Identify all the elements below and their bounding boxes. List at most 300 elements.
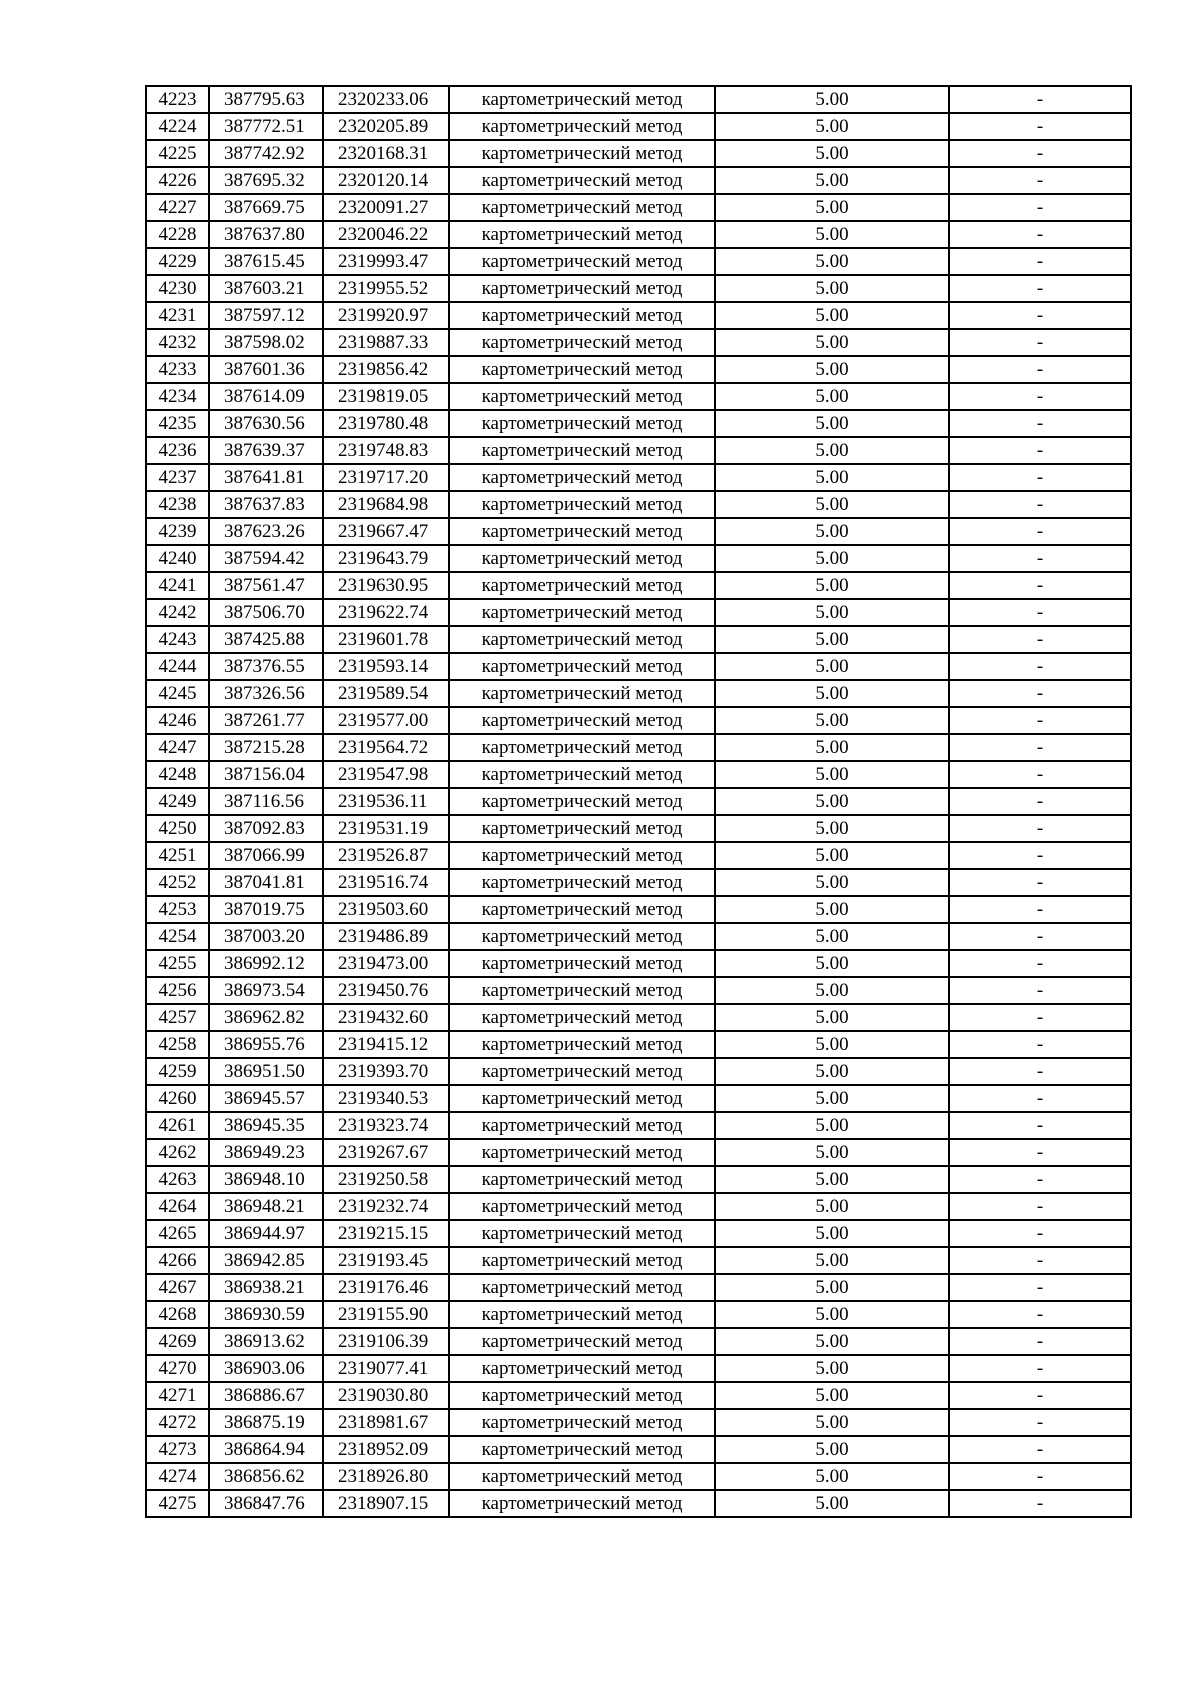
x-coordinate-cell: 386948.10	[209, 1166, 323, 1193]
method-cell: картометрический метод	[449, 1085, 715, 1112]
x-coordinate-cell: 386847.76	[209, 1490, 323, 1517]
accuracy-cell: 5.00	[715, 1193, 949, 1220]
note-cell: -	[949, 194, 1131, 221]
y-coordinate-cell: 2319577.00	[323, 707, 449, 734]
note-cell: -	[949, 1355, 1131, 1382]
note-cell: -	[949, 869, 1131, 896]
y-coordinate-cell: 2319176.46	[323, 1274, 449, 1301]
x-coordinate-cell: 387376.55	[209, 653, 323, 680]
x-coordinate-cell: 387614.09	[209, 383, 323, 410]
y-coordinate-cell: 2318926.80	[323, 1463, 449, 1490]
note-cell: -	[949, 977, 1131, 1004]
y-coordinate-cell: 2319622.74	[323, 599, 449, 626]
point-number-cell: 4255	[146, 950, 209, 977]
table-row	[146, 680, 1131, 707]
note-cell: -	[949, 329, 1131, 356]
method-cell: картометрический метод	[449, 1382, 715, 1409]
x-coordinate-cell: 387326.56	[209, 680, 323, 707]
accuracy-cell: 5.00	[715, 383, 949, 410]
point-number-cell: 4275	[146, 1490, 209, 1517]
method-cell: картометрический метод	[449, 1409, 715, 1436]
y-coordinate-cell: 2320046.22	[323, 221, 449, 248]
note-cell: -	[949, 842, 1131, 869]
y-coordinate-cell: 2319780.48	[323, 410, 449, 437]
y-coordinate-cell: 2319155.90	[323, 1301, 449, 1328]
method-cell: картометрический метод	[449, 869, 715, 896]
accuracy-cell: 5.00	[715, 86, 949, 113]
method-cell: картометрический метод	[449, 140, 715, 167]
method-cell: картометрический метод	[449, 167, 715, 194]
y-coordinate-cell: 2319432.60	[323, 1004, 449, 1031]
table-row	[146, 761, 1131, 788]
x-coordinate-cell: 387156.04	[209, 761, 323, 788]
table-row	[146, 788, 1131, 815]
accuracy-cell: 5.00	[715, 518, 949, 545]
method-cell: картометрический метод	[449, 1139, 715, 1166]
method-cell: картометрический метод	[449, 1355, 715, 1382]
point-number-cell: 4234	[146, 383, 209, 410]
accuracy-cell: 5.00	[715, 1301, 949, 1328]
point-number-cell: 4227	[146, 194, 209, 221]
table-row	[146, 1436, 1131, 1463]
accuracy-cell: 5.00	[715, 1409, 949, 1436]
y-coordinate-cell: 2319589.54	[323, 680, 449, 707]
x-coordinate-cell: 386864.94	[209, 1436, 323, 1463]
accuracy-cell: 5.00	[715, 815, 949, 842]
note-cell: -	[949, 734, 1131, 761]
coordinates-table-body	[146, 86, 1131, 1517]
point-number-cell: 4236	[146, 437, 209, 464]
accuracy-cell: 5.00	[715, 761, 949, 788]
point-number-cell: 4237	[146, 464, 209, 491]
method-cell: картометрический метод	[449, 1112, 715, 1139]
method-cell: картометрический метод	[449, 1301, 715, 1328]
note-cell: -	[949, 923, 1131, 950]
note-cell: -	[949, 896, 1131, 923]
x-coordinate-cell: 387594.42	[209, 545, 323, 572]
accuracy-cell: 5.00	[715, 356, 949, 383]
y-coordinate-cell: 2319536.11	[323, 788, 449, 815]
method-cell: картометрический метод	[449, 113, 715, 140]
accuracy-cell: 5.00	[715, 1166, 949, 1193]
point-number-cell: 4231	[146, 302, 209, 329]
y-coordinate-cell: 2319323.74	[323, 1112, 449, 1139]
accuracy-cell: 5.00	[715, 653, 949, 680]
table-row	[146, 1031, 1131, 1058]
method-cell: картометрический метод	[449, 221, 715, 248]
method-cell: картометрический метод	[449, 1274, 715, 1301]
table-row	[146, 464, 1131, 491]
coordinates-table	[145, 85, 1132, 1518]
x-coordinate-cell: 387561.47	[209, 572, 323, 599]
table-row	[146, 491, 1131, 518]
y-coordinate-cell: 2320120.14	[323, 167, 449, 194]
table-row	[146, 1004, 1131, 1031]
y-coordinate-cell: 2319215.15	[323, 1220, 449, 1247]
method-cell: картометрический метод	[449, 977, 715, 1004]
note-cell: -	[949, 1004, 1131, 1031]
x-coordinate-cell: 387092.83	[209, 815, 323, 842]
point-number-cell: 4240	[146, 545, 209, 572]
y-coordinate-cell: 2319450.76	[323, 977, 449, 1004]
note-cell: -	[949, 383, 1131, 410]
note-cell: -	[949, 1301, 1131, 1328]
table-row	[146, 1193, 1131, 1220]
note-cell: -	[949, 113, 1131, 140]
x-coordinate-cell: 386944.97	[209, 1220, 323, 1247]
y-coordinate-cell: 2318952.09	[323, 1436, 449, 1463]
accuracy-cell: 5.00	[715, 1139, 949, 1166]
note-cell: -	[949, 356, 1131, 383]
x-coordinate-cell: 387019.75	[209, 896, 323, 923]
method-cell: картометрический метод	[449, 1220, 715, 1247]
y-coordinate-cell: 2319920.97	[323, 302, 449, 329]
x-coordinate-cell: 387261.77	[209, 707, 323, 734]
y-coordinate-cell: 2319593.14	[323, 653, 449, 680]
note-cell: -	[949, 950, 1131, 977]
x-coordinate-cell: 387601.36	[209, 356, 323, 383]
table-row	[146, 734, 1131, 761]
table-row	[146, 707, 1131, 734]
point-number-cell: 4250	[146, 815, 209, 842]
note-cell: -	[949, 464, 1131, 491]
point-number-cell: 4264	[146, 1193, 209, 1220]
method-cell: картометрический метод	[449, 761, 715, 788]
point-number-cell: 4263	[146, 1166, 209, 1193]
table-row	[146, 869, 1131, 896]
accuracy-cell: 5.00	[715, 707, 949, 734]
accuracy-cell: 5.00	[715, 491, 949, 518]
y-coordinate-cell: 2319232.74	[323, 1193, 449, 1220]
x-coordinate-cell: 386856.62	[209, 1463, 323, 1490]
note-cell: -	[949, 86, 1131, 113]
accuracy-cell: 5.00	[715, 1112, 949, 1139]
accuracy-cell: 5.00	[715, 977, 949, 1004]
x-coordinate-cell: 386930.59	[209, 1301, 323, 1328]
accuracy-cell: 5.00	[715, 1085, 949, 1112]
accuracy-cell: 5.00	[715, 923, 949, 950]
point-number-cell: 4267	[146, 1274, 209, 1301]
point-number-cell: 4224	[146, 113, 209, 140]
note-cell: -	[949, 1328, 1131, 1355]
point-number-cell: 4269	[146, 1328, 209, 1355]
note-cell: -	[949, 140, 1131, 167]
note-cell: -	[949, 1112, 1131, 1139]
point-number-cell: 4233	[146, 356, 209, 383]
method-cell: картометрический метод	[449, 1247, 715, 1274]
y-coordinate-cell: 2318907.15	[323, 1490, 449, 1517]
note-cell: -	[949, 491, 1131, 518]
point-number-cell: 4274	[146, 1463, 209, 1490]
x-coordinate-cell: 387669.75	[209, 194, 323, 221]
method-cell: картометрический метод	[449, 1031, 715, 1058]
table-row	[146, 518, 1131, 545]
method-cell: картометрический метод	[449, 1436, 715, 1463]
x-coordinate-cell: 387639.37	[209, 437, 323, 464]
method-cell: картометрический метод	[449, 653, 715, 680]
point-number-cell: 4259	[146, 1058, 209, 1085]
method-cell: картометрический метод	[449, 383, 715, 410]
table-row	[146, 1139, 1131, 1166]
y-coordinate-cell: 2319547.98	[323, 761, 449, 788]
point-number-cell: 4245	[146, 680, 209, 707]
y-coordinate-cell: 2319630.95	[323, 572, 449, 599]
point-number-cell: 4254	[146, 923, 209, 950]
accuracy-cell: 5.00	[715, 896, 949, 923]
note-cell: -	[949, 545, 1131, 572]
y-coordinate-cell: 2319717.20	[323, 464, 449, 491]
y-coordinate-cell: 2319955.52	[323, 275, 449, 302]
x-coordinate-cell: 387623.26	[209, 518, 323, 545]
point-number-cell: 4249	[146, 788, 209, 815]
note-cell: -	[949, 788, 1131, 815]
accuracy-cell: 5.00	[715, 140, 949, 167]
x-coordinate-cell: 387637.83	[209, 491, 323, 518]
y-coordinate-cell: 2319077.41	[323, 1355, 449, 1382]
point-number-cell: 4268	[146, 1301, 209, 1328]
y-coordinate-cell: 2319526.87	[323, 842, 449, 869]
note-cell: -	[949, 599, 1131, 626]
accuracy-cell: 5.00	[715, 167, 949, 194]
point-number-cell: 4243	[146, 626, 209, 653]
point-number-cell: 4256	[146, 977, 209, 1004]
table-row	[146, 626, 1131, 653]
method-cell: картометрический метод	[449, 734, 715, 761]
note-cell: -	[949, 1274, 1131, 1301]
y-coordinate-cell: 2320233.06	[323, 86, 449, 113]
accuracy-cell: 5.00	[715, 1247, 949, 1274]
accuracy-cell: 5.00	[715, 1463, 949, 1490]
x-coordinate-cell: 387003.20	[209, 923, 323, 950]
x-coordinate-cell: 387041.81	[209, 869, 323, 896]
accuracy-cell: 5.00	[715, 248, 949, 275]
point-number-cell: 4242	[146, 599, 209, 626]
method-cell: картометрический метод	[449, 923, 715, 950]
note-cell: -	[949, 1166, 1131, 1193]
accuracy-cell: 5.00	[715, 329, 949, 356]
x-coordinate-cell: 387695.32	[209, 167, 323, 194]
table-row	[146, 1220, 1131, 1247]
point-number-cell: 4261	[146, 1112, 209, 1139]
table-row	[146, 1409, 1131, 1436]
x-coordinate-cell: 387795.63	[209, 86, 323, 113]
method-cell: картометрический метод	[449, 950, 715, 977]
accuracy-cell: 5.00	[715, 545, 949, 572]
note-cell: -	[949, 1220, 1131, 1247]
x-coordinate-cell: 387742.92	[209, 140, 323, 167]
point-number-cell: 4230	[146, 275, 209, 302]
note-cell: -	[949, 626, 1131, 653]
table-row	[146, 815, 1131, 842]
x-coordinate-cell: 386945.35	[209, 1112, 323, 1139]
point-number-cell: 4246	[146, 707, 209, 734]
y-coordinate-cell: 2319993.47	[323, 248, 449, 275]
x-coordinate-cell: 386948.21	[209, 1193, 323, 1220]
x-coordinate-cell: 386903.06	[209, 1355, 323, 1382]
y-coordinate-cell: 2319564.72	[323, 734, 449, 761]
point-number-cell: 4260	[146, 1085, 209, 1112]
x-coordinate-cell: 386992.12	[209, 950, 323, 977]
method-cell: картометрический метод	[449, 626, 715, 653]
x-coordinate-cell: 386913.62	[209, 1328, 323, 1355]
note-cell: -	[949, 275, 1131, 302]
note-cell: -	[949, 1382, 1131, 1409]
y-coordinate-cell: 2319819.05	[323, 383, 449, 410]
x-coordinate-cell: 386886.67	[209, 1382, 323, 1409]
accuracy-cell: 5.00	[715, 113, 949, 140]
y-coordinate-cell: 2319250.58	[323, 1166, 449, 1193]
x-coordinate-cell: 387215.28	[209, 734, 323, 761]
accuracy-cell: 5.00	[715, 869, 949, 896]
note-cell: -	[949, 1193, 1131, 1220]
note-cell: -	[949, 761, 1131, 788]
point-number-cell: 4248	[146, 761, 209, 788]
method-cell: картометрический метод	[449, 410, 715, 437]
table-row	[146, 1328, 1131, 1355]
point-number-cell: 4229	[146, 248, 209, 275]
accuracy-cell: 5.00	[715, 950, 949, 977]
accuracy-cell: 5.00	[715, 626, 949, 653]
table-row	[146, 950, 1131, 977]
method-cell: картометрический метод	[449, 464, 715, 491]
table-row	[146, 1085, 1131, 1112]
y-coordinate-cell: 2319856.42	[323, 356, 449, 383]
table-row	[146, 275, 1131, 302]
accuracy-cell: 5.00	[715, 410, 949, 437]
accuracy-cell: 5.00	[715, 1490, 949, 1517]
table-row	[146, 302, 1131, 329]
y-coordinate-cell: 2320091.27	[323, 194, 449, 221]
note-cell: -	[949, 410, 1131, 437]
note-cell: -	[949, 302, 1131, 329]
table-row	[146, 977, 1131, 1004]
table-row	[146, 221, 1131, 248]
note-cell: -	[949, 1436, 1131, 1463]
note-cell: -	[949, 248, 1131, 275]
y-coordinate-cell: 2319531.19	[323, 815, 449, 842]
y-coordinate-cell: 2319415.12	[323, 1031, 449, 1058]
table-row	[146, 599, 1131, 626]
method-cell: картометрический метод	[449, 437, 715, 464]
method-cell: картометрический метод	[449, 842, 715, 869]
x-coordinate-cell: 387598.02	[209, 329, 323, 356]
accuracy-cell: 5.00	[715, 221, 949, 248]
point-number-cell: 4239	[146, 518, 209, 545]
method-cell: картометрический метод	[449, 518, 715, 545]
y-coordinate-cell: 2319503.60	[323, 896, 449, 923]
method-cell: картометрический метод	[449, 572, 715, 599]
table-row	[146, 923, 1131, 950]
method-cell: картометрический метод	[449, 788, 715, 815]
y-coordinate-cell: 2319393.70	[323, 1058, 449, 1085]
method-cell: картометрический метод	[449, 1328, 715, 1355]
accuracy-cell: 5.00	[715, 194, 949, 221]
accuracy-cell: 5.00	[715, 680, 949, 707]
y-coordinate-cell: 2319601.78	[323, 626, 449, 653]
method-cell: картометрический метод	[449, 248, 715, 275]
point-number-cell: 4262	[146, 1139, 209, 1166]
method-cell: картометрический метод	[449, 680, 715, 707]
table-row	[146, 1274, 1131, 1301]
table-row	[146, 437, 1131, 464]
table-row	[146, 140, 1131, 167]
method-cell: картометрический метод	[449, 302, 715, 329]
point-number-cell: 4271	[146, 1382, 209, 1409]
x-coordinate-cell: 387630.56	[209, 410, 323, 437]
x-coordinate-cell: 386875.19	[209, 1409, 323, 1436]
y-coordinate-cell: 2319748.83	[323, 437, 449, 464]
y-coordinate-cell: 2319030.80	[323, 1382, 449, 1409]
method-cell: картометрический метод	[449, 707, 715, 734]
table-row	[146, 356, 1131, 383]
table-row	[146, 572, 1131, 599]
accuracy-cell: 5.00	[715, 1031, 949, 1058]
accuracy-cell: 5.00	[715, 1328, 949, 1355]
method-cell: картометрический метод	[449, 1490, 715, 1517]
accuracy-cell: 5.00	[715, 302, 949, 329]
table-row	[146, 653, 1131, 680]
x-coordinate-cell: 387603.21	[209, 275, 323, 302]
accuracy-cell: 5.00	[715, 572, 949, 599]
accuracy-cell: 5.00	[715, 1274, 949, 1301]
note-cell: -	[949, 1463, 1131, 1490]
x-coordinate-cell: 386949.23	[209, 1139, 323, 1166]
accuracy-cell: 5.00	[715, 1436, 949, 1463]
point-number-cell: 4251	[146, 842, 209, 869]
table-row	[146, 383, 1131, 410]
note-cell: -	[949, 815, 1131, 842]
point-number-cell: 4235	[146, 410, 209, 437]
note-cell: -	[949, 1247, 1131, 1274]
method-cell: картометрический метод	[449, 329, 715, 356]
method-cell: картометрический метод	[449, 194, 715, 221]
accuracy-cell: 5.00	[715, 437, 949, 464]
table-row	[146, 545, 1131, 572]
method-cell: картометрический метод	[449, 1058, 715, 1085]
accuracy-cell: 5.00	[715, 464, 949, 491]
table-row	[146, 1463, 1131, 1490]
x-coordinate-cell: 386955.76	[209, 1031, 323, 1058]
x-coordinate-cell: 386973.54	[209, 977, 323, 1004]
method-cell: картометрический метод	[449, 491, 715, 518]
note-cell: -	[949, 167, 1131, 194]
y-coordinate-cell: 2319516.74	[323, 869, 449, 896]
note-cell: -	[949, 437, 1131, 464]
note-cell: -	[949, 1139, 1131, 1166]
note-cell: -	[949, 518, 1131, 545]
point-number-cell: 4257	[146, 1004, 209, 1031]
table-row	[146, 1490, 1131, 1517]
method-cell: картометрический метод	[449, 599, 715, 626]
method-cell: картометрический метод	[449, 1463, 715, 1490]
note-cell: -	[949, 572, 1131, 599]
point-number-cell: 4241	[146, 572, 209, 599]
y-coordinate-cell: 2319684.98	[323, 491, 449, 518]
y-coordinate-cell: 2319887.33	[323, 329, 449, 356]
x-coordinate-cell: 386942.85	[209, 1247, 323, 1274]
point-number-cell: 4244	[146, 653, 209, 680]
method-cell: картометрический метод	[449, 86, 715, 113]
table-row	[146, 194, 1131, 221]
table-row	[146, 842, 1131, 869]
note-cell: -	[949, 1409, 1131, 1436]
point-number-cell: 4258	[146, 1031, 209, 1058]
accuracy-cell: 5.00	[715, 1382, 949, 1409]
note-cell: -	[949, 221, 1131, 248]
x-coordinate-cell: 387615.45	[209, 248, 323, 275]
point-number-cell: 4252	[146, 869, 209, 896]
x-coordinate-cell: 386962.82	[209, 1004, 323, 1031]
